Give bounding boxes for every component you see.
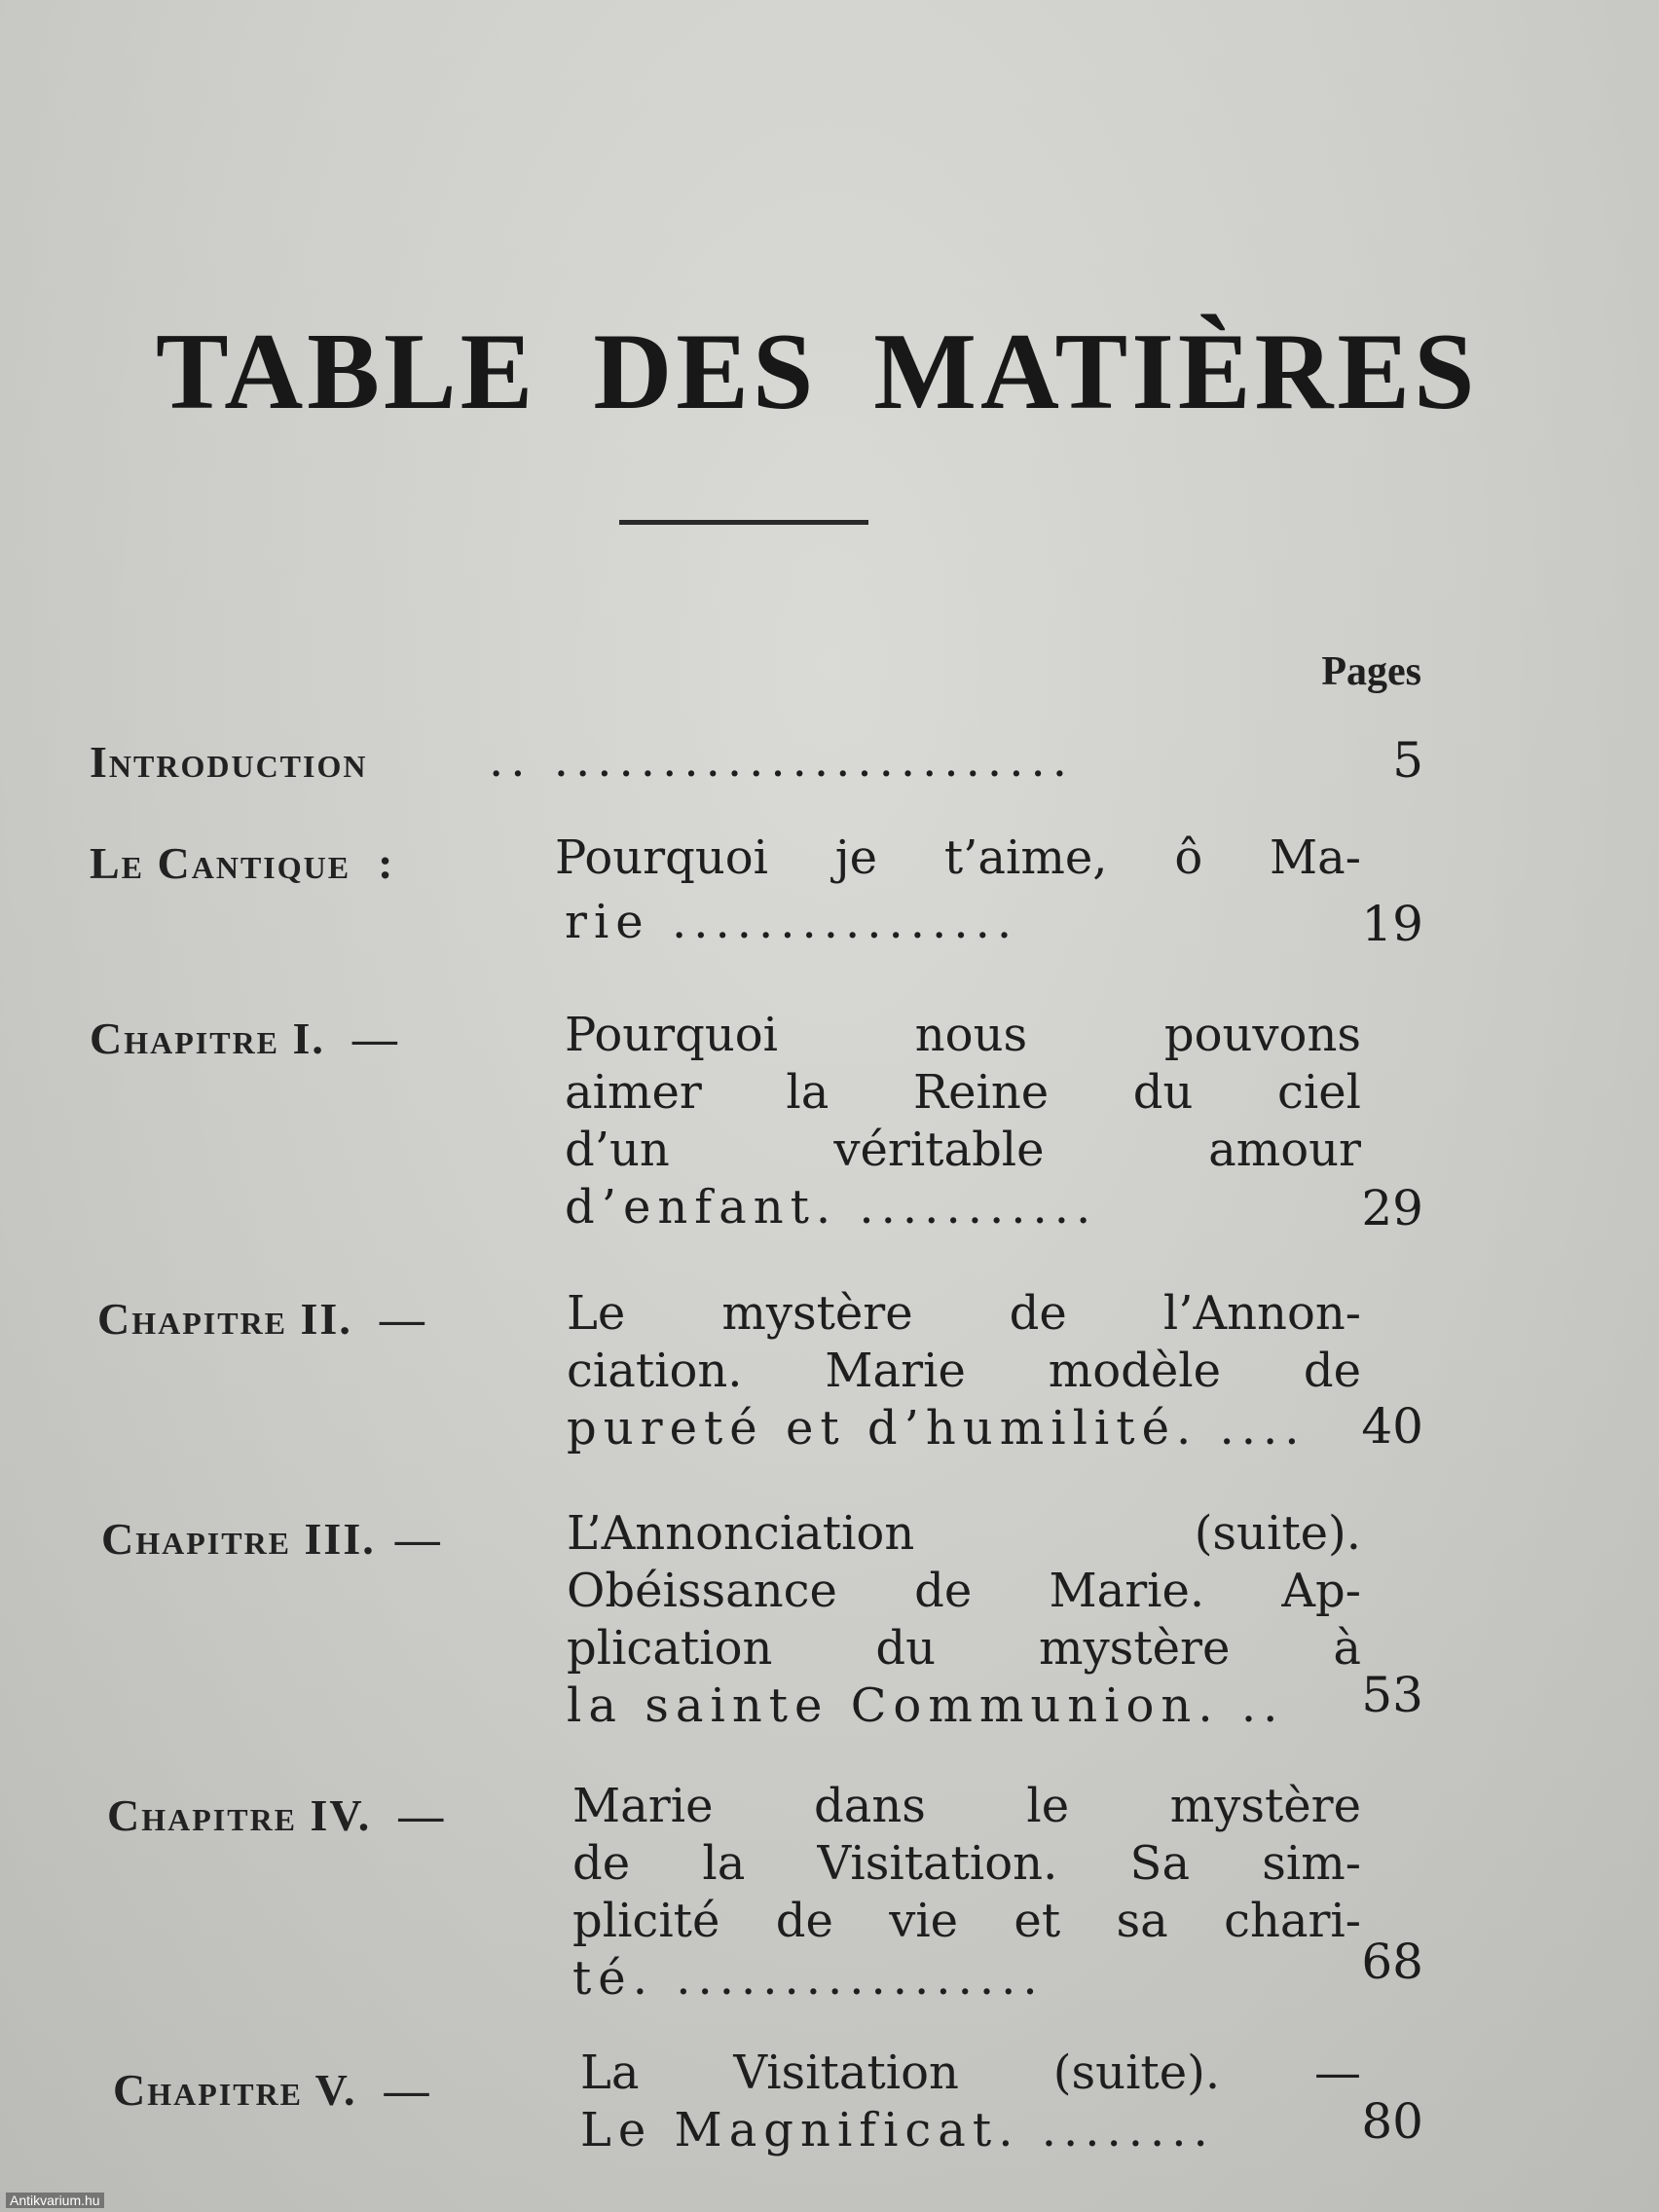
entry-text-line: Le Magnificat. ........ — [580, 2103, 1215, 2157]
entry-text-line: de la Visitation. Sa sim- — [572, 1836, 1361, 1891]
toc-entry-introduction[interactable] — [90, 732, 1423, 800]
toc-entry-chapitre-2[interactable] — [90, 1285, 1423, 1460]
entry-text — [489, 732, 1361, 790]
entry-text-line: Pourquoi nous pouvons — [565, 1008, 1361, 1062]
entry-label-text: Chapitre II. — [97, 1294, 352, 1344]
entry-text-line: Le mystère de l’Annon- — [567, 1286, 1361, 1341]
entry-page-number: 19 — [1361, 896, 1423, 952]
entry-text — [572, 1778, 1361, 2008]
entry-label-text: Chapitre V. — [113, 2065, 357, 2115]
pages-column-header: Pages — [1321, 649, 1421, 694]
toc-entry-chapitre-4[interactable] — [90, 1778, 1423, 2011]
entry-label-text: Chapitre III. — [101, 1514, 376, 1564]
entry-page-number: 29 — [1361, 1180, 1423, 1236]
entry-text-line: la sainte Communion. .. — [567, 1678, 1285, 1733]
entry-label — [113, 2064, 571, 2116]
toc-entry-chapitre-3[interactable] — [90, 1505, 1423, 1739]
entry-text — [567, 1285, 1361, 1457]
entry-text-line: Pourquoi je t’aime, ô Ma- — [555, 830, 1361, 885]
entry-text-line: rie ................ — [565, 895, 1019, 949]
entry-text — [565, 1007, 1361, 1236]
entry-separator: — — [384, 2065, 431, 2115]
entry-label-text: Chapitre IV. — [107, 1790, 372, 1840]
entry-label — [107, 1789, 565, 1841]
entry-page-number: 40 — [1361, 1398, 1423, 1455]
entry-page-number: 53 — [1361, 1667, 1423, 1723]
toc-entry-chapitre-5[interactable] — [90, 2045, 1423, 2171]
entry-text-line: d’enfant. ........... — [565, 1180, 1098, 1235]
entry-page-number: 5 — [1392, 732, 1423, 789]
entry-page-number: 68 — [1361, 1934, 1423, 1990]
entry-label — [90, 837, 547, 889]
entry-label-text: Le Cantique — [90, 838, 351, 888]
entry-text — [580, 2045, 1361, 2159]
entry-separator: : — [378, 838, 395, 888]
entry-label-text: Chapitre I. — [90, 1014, 325, 1063]
entry-text-line: ciation. Marie modèle de — [567, 1344, 1361, 1398]
entry-text — [555, 826, 1361, 954]
entry-page-number: 80 — [1361, 2093, 1423, 2150]
entry-text-line: Marie dans le mystère — [572, 1779, 1361, 1833]
toc-entry-chapitre-1[interactable] — [90, 1007, 1423, 1240]
title-divider — [619, 520, 868, 525]
entry-separator: — — [379, 1294, 426, 1344]
entry-label-text: Introduction — [90, 737, 368, 787]
watermark: Antikvarium.hu — [6, 2193, 104, 2208]
entry-separator: — — [398, 1790, 446, 1840]
entry-separator: — — [351, 1014, 399, 1063]
entry-text-line: L’Annonciation (suite). — [567, 1506, 1361, 1561]
toc-entry-cantique[interactable] — [90, 826, 1423, 952]
entry-label — [90, 1013, 547, 1064]
entry-text-line: Obéissance de Marie. Ap- — [567, 1564, 1361, 1618]
entry-leader-dots: .. ........................ — [489, 733, 1074, 788]
entry-separator: — — [394, 1514, 442, 1564]
entry-text-line: La Visitation (suite). — — [580, 2046, 1361, 2100]
entry-text-line: plication du mystère à — [567, 1621, 1361, 1676]
page-title: TABLE DES MATIÈRES — [156, 312, 1479, 432]
entry-text — [567, 1505, 1361, 1735]
entry-text-line: pureté et d’humilité. .... — [567, 1401, 1307, 1456]
entry-label — [90, 736, 547, 788]
entry-text-line: d’un véritable amour — [565, 1123, 1361, 1177]
entry-text-line: té. ................. — [572, 1951, 1045, 2006]
entry-label — [101, 1513, 559, 1565]
entry-text-line: aimer la Reine du ciel — [565, 1065, 1361, 1120]
entry-text-line: plicité de vie et sa chari- — [572, 1894, 1361, 1948]
entry-label — [97, 1293, 555, 1345]
